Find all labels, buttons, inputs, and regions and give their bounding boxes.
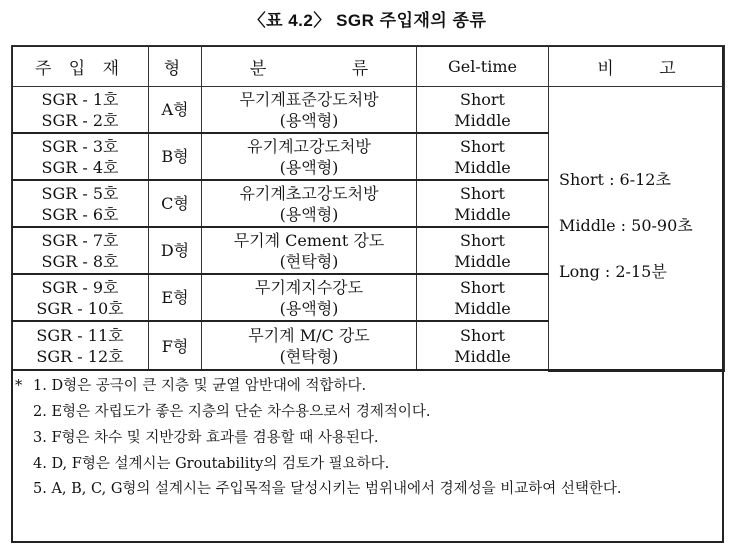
note-item: 4. D, F형은 설계시는 Groutability의 검토가 필요하다.	[33, 456, 390, 472]
class-cell: 무기계 Cement 강도 (현탁형)	[202, 227, 417, 274]
table-caption: 〈표 4.2〉 SGR 주입재의 종류	[248, 11, 487, 30]
header-agent: 주 입 재	[12, 46, 149, 87]
type-cell: E형	[149, 274, 202, 321]
type-cell: A형	[149, 87, 202, 134]
notes-section	[11, 369, 724, 502]
type-cell: D형	[149, 227, 202, 274]
class-cell: 유기계초고강도처방 (용액형)	[202, 180, 417, 227]
note-item: 3. F형은 차수 및 지반강화 효과를 겸용할 때 사용된다.	[33, 430, 379, 446]
class-cell: 무기계표준강도처방 (용액형)	[202, 87, 417, 134]
gel-cell: Short Middle	[417, 87, 549, 134]
type-cell: F형	[149, 321, 202, 371]
agent-cell: SGR - 11호 SGR - 12호	[12, 321, 149, 371]
agent-cell: SGR - 5호 SGR - 6호	[12, 180, 149, 227]
gel-cell: Short Middle	[417, 180, 549, 227]
remark-cell	[549, 87, 725, 371]
header-gel-time: Gel-time	[417, 46, 549, 87]
header-class: 분 류	[202, 46, 417, 87]
gel-cell: Short Middle	[417, 321, 549, 371]
grout-types-table	[11, 45, 725, 372]
note-asterisk: *	[15, 378, 23, 394]
gel-cell: Short Middle	[417, 274, 549, 321]
agent-cell: SGR - 1호 SGR - 2호	[12, 87, 149, 134]
class-cell: 무기계 M/C 강도 (현탁형)	[202, 321, 417, 371]
note-item: 5. A, B, C, G형의 설계시는 주입목적을 달성시키는 범위내에서 경제성을 비교하여 선택한다.	[33, 481, 622, 497]
header-type: 형	[149, 46, 202, 87]
agent-cell: SGR - 3호 SGR - 4호	[12, 133, 149, 180]
gel-cell: Short Middle	[417, 227, 549, 274]
note-item: 2. E형은 자립도가 좋은 지층의 단순 차수용으로서 경제적이다.	[33, 404, 431, 420]
class-cell: 무기계지수강도 (용액형)	[202, 274, 417, 321]
remark-short: Short : 6-12초	[559, 170, 671, 190]
remark-middle: Middle : 50-90초	[559, 216, 693, 236]
remark-long: Long : 2-15분	[559, 262, 667, 282]
gel-cell: Short Middle	[417, 133, 549, 180]
class-cell: 유기계고강도처방 (용액형)	[202, 133, 417, 180]
agent-cell: SGR - 9호 SGR - 10호	[12, 274, 149, 321]
type-cell: C형	[149, 180, 202, 227]
header-row	[12, 46, 725, 87]
agent-cell: SGR - 7호 SGR - 8호	[12, 227, 149, 274]
table-row	[12, 87, 725, 134]
note-item: * 1. D형은 공극이 큰 지층 및 균열 암반대에 적합하다.	[15, 373, 718, 399]
type-cell: B형	[149, 133, 202, 180]
header-remark: 비 고	[549, 46, 725, 87]
